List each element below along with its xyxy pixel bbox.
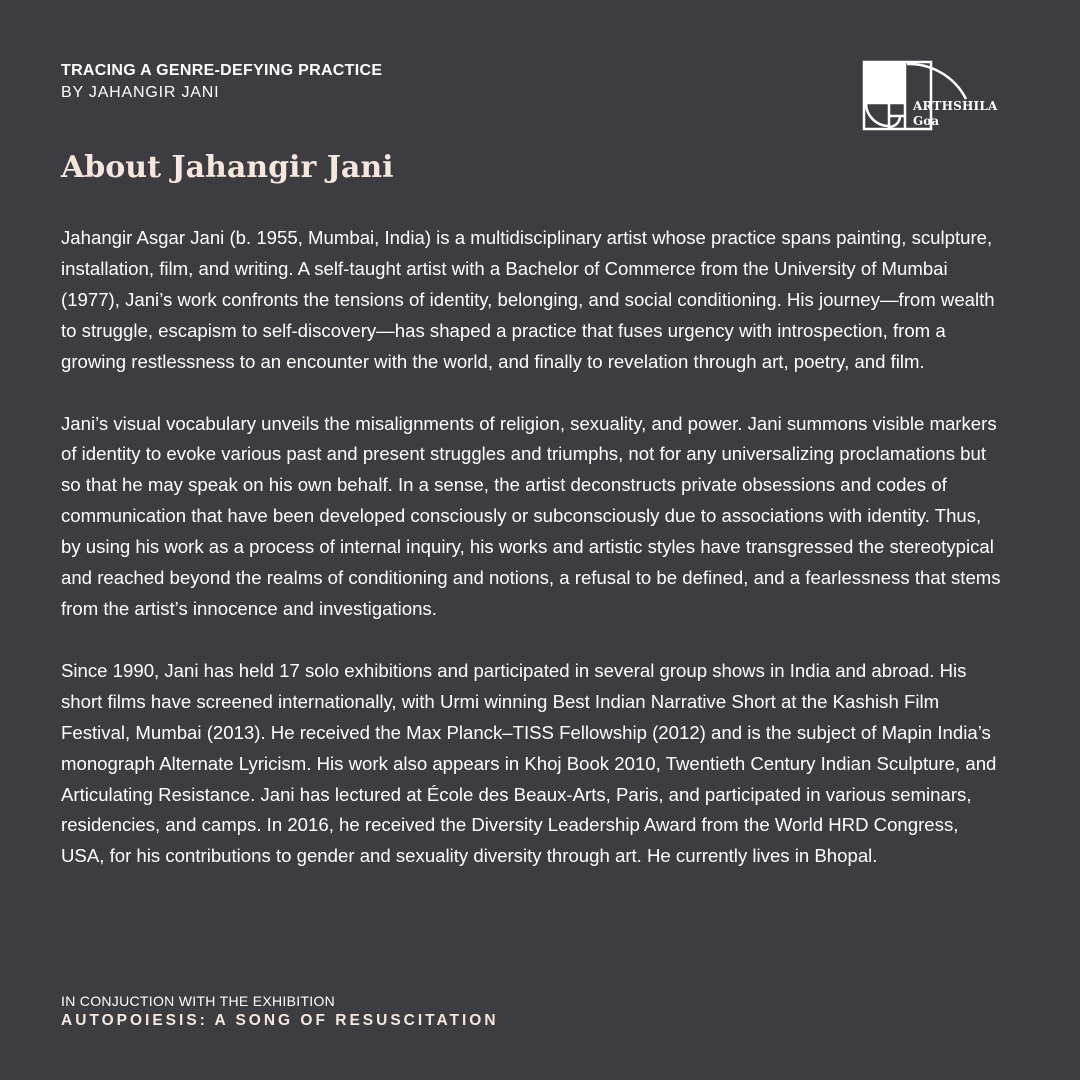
arthshila-logo bbox=[862, 60, 1007, 134]
paragraph-visual-vocabulary: Jani’s visual vocabulary unveils the misalignments of religion, sexuality, and power. Jani summons visible markers of identity to evoke various past and present struggles and triumphs, not for any universalizing proclamations but so that he may speak on his own behalf. In a sense, the artist deconstructs private obsessions and codes of communication that have been developed consciously or subconsciously due to associations with identity. Thus, by using his work as a process of internal inquiry, his works and artistic styles have transgressed the stereotypical and reached beyond the realms of conditioning and notions, a refusal to be defined, and a fearlessness that stems from the artist’s innocence and investigations. bbox=[61, 412, 1001, 619]
footer-intro: IN CONJUCTION WITH THE EXHIBITION bbox=[61, 993, 336, 1009]
page-title: About Jahangir Jani bbox=[61, 150, 394, 185]
header bbox=[61, 60, 382, 104]
footer bbox=[61, 992, 499, 1032]
logo-name: ARTHSHILA bbox=[913, 99, 998, 113]
series-title: TRACING A GENRE-DEFYING PRACTICE bbox=[61, 62, 383, 79]
exhibition-title: AUTOPOIESIS: A SONG OF RESUSCITATION bbox=[61, 1012, 499, 1029]
logo-place: Goa bbox=[913, 114, 940, 128]
byline: BY JAHANGIR JANI bbox=[61, 84, 220, 101]
paragraph-biography: Jahangir Asgar Jani (b. 1955, Mumbai, India) is a multidisciplinary artist whose practice spans painting, sculpture, installation, film, and writing. A self-taught artist with a Bachelor of Commerce from the University of Mumbai (1977), Jani’s work confronts the tensions of identity, belonging, and social conditioning. His journey—from wealth to struggle, escapism to self-discovery—has shaped a practice that fuses urgency with introspection, from a growing restlessness to an encounter with the world, and finally to revelation through art, poetry, and film. bbox=[61, 227, 995, 372]
article-body bbox=[61, 223, 1006, 903]
paragraph-exhibitions: Since 1990, Jani has held 17 solo exhibitions and participated in several group shows in India and abroad. His short films have screened internationally, with Urmi winning Best Indian Narrative Short at the Kashish Film Festival, Mumbai (2013). He received the Max Planck–TISS Fellowship (2012) and is the subject of Mapin India’s monograph Alternate Lyricism. His work also appears in Khoj Book 2010, Twentieth Century Indian Sculpture, and Articulating Resistance. Jani has lectured at École des Beaux-Arts, Paris, and participated in various seminars, residencies, and camps. In 2016, he received the Diversity Leadership Award from the World HRD Congress, USA, for his contributions to gender and sexuality diversity through art. He currently lives in Bhopal. bbox=[61, 659, 997, 867]
